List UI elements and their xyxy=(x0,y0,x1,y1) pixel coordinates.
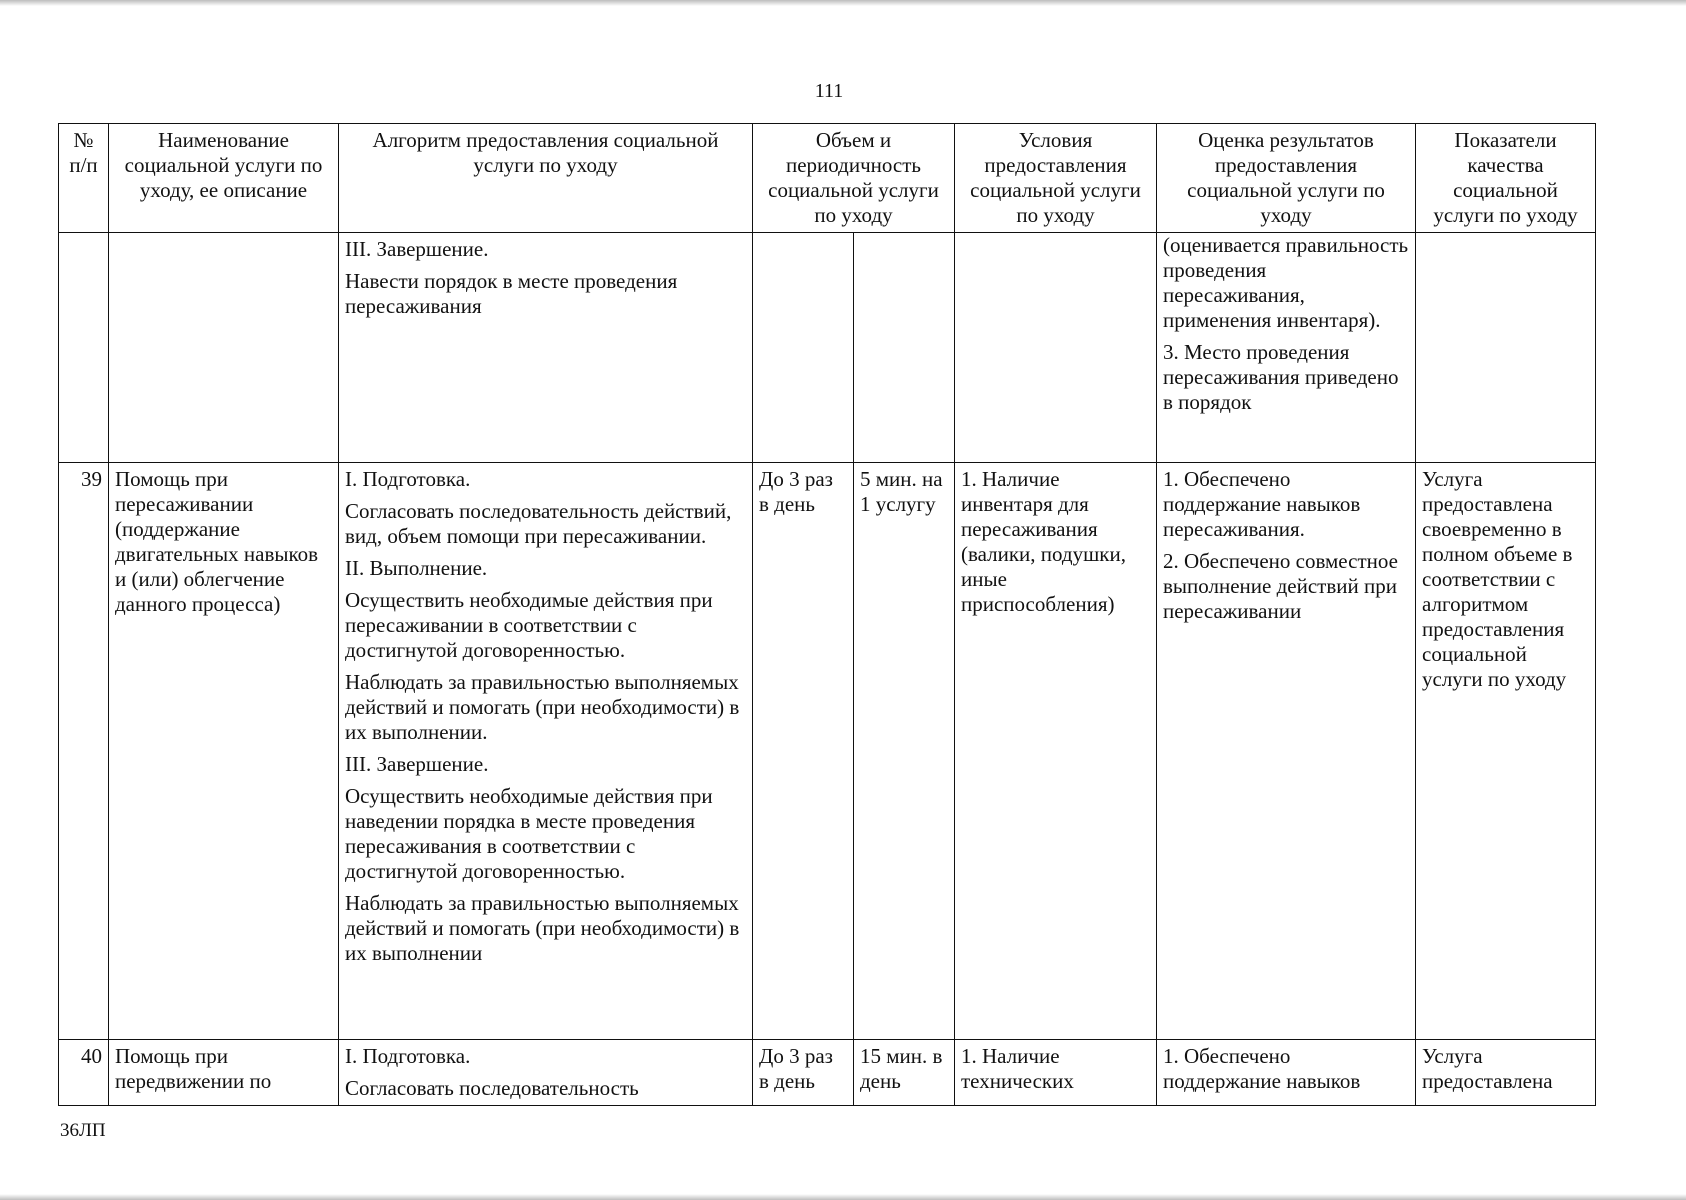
evaluation-item: 1. Обеспечено поддержание навыков пересаживания. xyxy=(1163,467,1361,541)
cell-name xyxy=(109,233,339,463)
table-row-39 xyxy=(59,463,1596,1040)
header-evaluation: Оценка результатов предоставления социальной услуги по уходу xyxy=(1157,124,1416,233)
algorithm-step: Осуществить необходимые действия при наведении порядка в месте проведения пересаживания в соответствии с достигнутой договоренностью. xyxy=(345,784,713,883)
header-volume: Объем и периодичность социальной услуги по уходу xyxy=(753,124,955,233)
page-number: 111 xyxy=(814,80,844,102)
table-header-row xyxy=(59,124,1596,233)
cell-volume: До 3 раз в день xyxy=(753,463,854,1040)
evaluation-item: 3. Место проведения пересаживания приведено в порядок xyxy=(1163,340,1399,414)
cell-periodicity: 15 мин. в день xyxy=(854,1040,955,1106)
algorithm-step: Согласовать последовательность действий, вид, объем помощи при пересаживании. xyxy=(345,499,732,548)
header-num: № п/п xyxy=(59,124,109,233)
cell-quality xyxy=(1416,233,1596,463)
cell-quality: Услуга предоставлена xyxy=(1416,1040,1596,1106)
evaluation-item: 2. Обеспечено совместное выполнение действий при пересаживании xyxy=(1163,549,1398,623)
header-algorithm: Алгоритм предоставления социальной услуги по уходу xyxy=(339,124,753,233)
algorithm-step: I. Подготовка. xyxy=(345,1044,471,1068)
header-quality: Показатели качества социальной услуги по уходу xyxy=(1416,124,1596,233)
algorithm-step: I. Подготовка. xyxy=(345,467,471,491)
cell-conditions xyxy=(955,233,1157,463)
cell-num: 39 xyxy=(59,463,109,1040)
algorithm-step: Согласовать последовательность xyxy=(345,1076,639,1100)
algorithm-step: III. Завершение. xyxy=(345,237,489,261)
cell-volume xyxy=(753,233,854,463)
cell-evaluation: 1. Обеспечено поддержание навыков xyxy=(1157,1040,1416,1106)
services-table xyxy=(58,123,1596,1106)
cell-name: Помощь при передвижении по xyxy=(109,1040,339,1106)
cell-num xyxy=(59,233,109,463)
scan-top-edge xyxy=(0,0,1686,6)
algorithm-step: III. Завершение. xyxy=(345,752,489,776)
cell-quality: Услуга предоставлена своевременно в полном объеме в соответствии с алгоритмом предоставления социальной услуги по уходу xyxy=(1416,463,1596,1040)
cell-periodicity xyxy=(854,233,955,463)
document-code: 36ЛП xyxy=(60,1120,106,1141)
table-row-40 xyxy=(59,1040,1596,1106)
header-conditions: Условия предоставления социальной услуги по уходу xyxy=(955,124,1157,233)
algorithm-step: Навести порядок в месте проведения пересаживания xyxy=(345,269,678,318)
header-name: Наименование социальной услуги по уходу, ее описание xyxy=(109,124,339,233)
algorithm-step: Наблюдать за правильностью выполняемых действий и помогать (при необходимости) в их выполнении. xyxy=(345,670,740,744)
scan-bottom-edge xyxy=(0,1194,1686,1200)
cell-algorithm xyxy=(339,1040,753,1106)
cell-periodicity: 5 мин. на 1 услугу xyxy=(854,463,955,1040)
cell-conditions: 1. Наличие инвентаря для пересаживания (валики, подушки, иные приспособления) xyxy=(955,463,1157,1040)
cell-algorithm xyxy=(339,463,753,1040)
cell-num: 40 xyxy=(59,1040,109,1106)
cell-volume: До 3 раз в день xyxy=(753,1040,854,1106)
algorithm-step: Наблюдать за правильностью выполняемых действий и помогать (при необходимости) в их выполнении xyxy=(345,891,740,965)
algorithm-step: II. Выполнение. xyxy=(345,556,488,580)
cell-evaluation xyxy=(1157,233,1416,463)
cell-conditions: 1. Наличие технических xyxy=(955,1040,1157,1106)
table-row-continued xyxy=(59,233,1596,463)
cell-algorithm xyxy=(339,233,753,463)
algorithm-step: Осуществить необходимые действия при пересаживании в соответствии с достигнутой договоренностью. xyxy=(345,588,713,662)
evaluation-item: (оценивается правильность проведения пересаживания, применения инвентаря). xyxy=(1163,233,1409,332)
cell-evaluation xyxy=(1157,463,1416,1040)
cell-name: Помощь при пересаживании (поддержание двигательных навыков и (или) облегчение данного процесса) xyxy=(109,463,339,1040)
